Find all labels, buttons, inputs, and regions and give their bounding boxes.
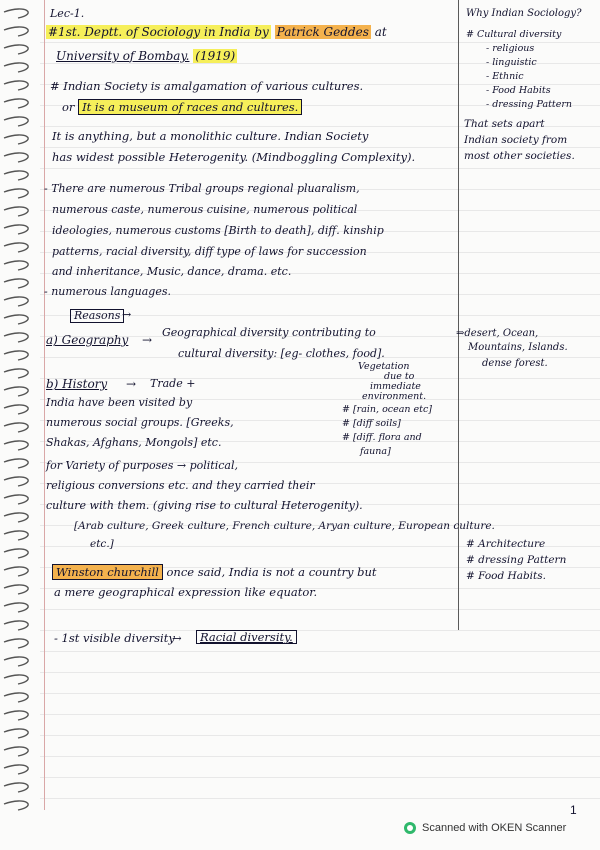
geography-line-2: cultural diversity: [eg- clothes, food]. bbox=[178, 347, 385, 360]
racial-diversity-box: Racial diversity. bbox=[196, 630, 297, 644]
churchill-line-2: a mere geographical expression like equator. bbox=[54, 585, 318, 599]
environment: environment. bbox=[362, 391, 427, 402]
year-1919: (1919) bbox=[195, 49, 236, 63]
sidebar-linguistic: - linguistic bbox=[486, 57, 537, 68]
spiral-ring bbox=[4, 801, 28, 810]
hash-dressing: # dressing Pattern bbox=[466, 554, 567, 566]
spiral-ring bbox=[4, 387, 28, 396]
hl-1st: #1st. Deptt. of Sociology in India by bbox=[48, 25, 269, 39]
hash-food: # Food Habits. bbox=[466, 570, 546, 582]
history-line-9: etc.] bbox=[90, 538, 114, 550]
history-arrow: → bbox=[126, 377, 137, 391]
spiral-ring bbox=[4, 585, 28, 594]
env-4: fauna] bbox=[360, 446, 391, 457]
note-at: at bbox=[374, 25, 387, 39]
note-line-9: ideologies, numerous customs [Birth to death], diff. kinship bbox=[52, 224, 384, 237]
margin-line bbox=[44, 0, 45, 810]
sidebar-indian-society: Indian society from bbox=[464, 134, 568, 146]
note-line-6: has widest possible Heterogenity. (Mindboggling Complexity). bbox=[52, 150, 416, 164]
spiral-ring bbox=[4, 9, 28, 18]
sidebar-religious: - religious bbox=[486, 43, 535, 54]
geography-line-1: Geographical diversity contributing to bbox=[162, 326, 376, 339]
spiral-ring bbox=[4, 603, 28, 612]
sidebar-dressing: - dressing Pattern bbox=[486, 99, 573, 110]
reasons-box: Reasons bbox=[70, 309, 124, 323]
spiral-ring bbox=[4, 333, 28, 342]
churchill-line-1 bbox=[52, 566, 377, 578]
history-line-8: [Arab culture, Greek culture, French culture, Aryan culture, European culture. bbox=[74, 520, 495, 532]
sidebar-sets-apart: That sets apart bbox=[464, 118, 545, 130]
spiral-ring bbox=[4, 639, 28, 648]
ruled-line bbox=[40, 378, 600, 379]
spiral-ring bbox=[4, 405, 28, 414]
spiral-ring bbox=[4, 297, 28, 306]
spiral-ring bbox=[4, 657, 28, 666]
spiral-ring bbox=[4, 189, 28, 198]
sidebar-food: - Food Habits bbox=[486, 85, 551, 96]
env-1: # [rain, ocean etc] bbox=[342, 404, 433, 415]
note-line-12: - numerous languages. bbox=[44, 285, 171, 298]
note-line-4 bbox=[62, 101, 302, 113]
spiral-ring bbox=[4, 531, 28, 540]
note-line-8: numerous caste, numerous cuisine, numerous political bbox=[52, 203, 358, 216]
spiral-ring bbox=[4, 63, 28, 72]
env-3: # [diff. flora and bbox=[342, 432, 422, 443]
geo-note-2: Mountains, Islands. bbox=[468, 342, 568, 353]
note-or: or bbox=[62, 100, 75, 114]
lecture-number: Lec-1. bbox=[50, 7, 85, 20]
patrick-geddes: Patrick Geddes bbox=[276, 25, 369, 39]
ruled-line bbox=[40, 756, 600, 757]
spiral-ring bbox=[4, 495, 28, 504]
history-line-2: India have been visited by bbox=[46, 396, 193, 409]
spiral-ring bbox=[4, 441, 28, 450]
note-line-3: # Indian Society is amalgamation of various cultures. bbox=[50, 79, 364, 93]
scanner-text: Scanned with OKEN Scanner bbox=[422, 822, 567, 834]
note-line-2 bbox=[56, 50, 237, 62]
ruled-line bbox=[40, 147, 600, 148]
history-line-3: numerous social groups. [Greeks, bbox=[46, 416, 234, 429]
spiral-ring bbox=[4, 117, 28, 126]
env-2: # [diff soils] bbox=[342, 418, 401, 429]
spiral-ring bbox=[4, 693, 28, 702]
page-number: 1 bbox=[570, 803, 577, 817]
vegetation: Vegetation bbox=[358, 361, 410, 372]
spiral-ring bbox=[4, 765, 28, 774]
ruled-line bbox=[40, 798, 600, 799]
spiral-ring bbox=[4, 477, 28, 486]
note-line-11: and inheritance, Music, dance, drama. etc. bbox=[52, 265, 292, 278]
spiral-ring bbox=[4, 153, 28, 162]
geography-heading: a) Geography bbox=[46, 333, 129, 347]
spiral-ring bbox=[4, 513, 28, 522]
spiral-ring bbox=[4, 423, 28, 432]
sidebar-title: Why Indian Sociology? bbox=[466, 8, 582, 19]
university-bombay: University of Bombay. bbox=[56, 49, 190, 63]
ruled-line bbox=[40, 714, 600, 715]
museum-of-races: It is a museum of races and cultures. bbox=[78, 99, 302, 115]
spiral-ring bbox=[4, 351, 28, 360]
history-line-7: culture with them. (giving rise to cultural Heterogenity). bbox=[46, 499, 363, 512]
churchill-quote-1: once said, India is not a country but bbox=[166, 565, 377, 579]
spiral-ring bbox=[4, 99, 28, 108]
spiral-ring bbox=[4, 621, 28, 630]
spiral-ring bbox=[4, 549, 28, 558]
ruled-line bbox=[40, 609, 600, 610]
ruled-line bbox=[40, 693, 600, 694]
sidebar-other-societies: most other societies. bbox=[464, 150, 575, 162]
spiral-ring bbox=[4, 45, 28, 54]
winston-churchill: Winston churchill bbox=[52, 564, 163, 580]
note-line-10: patterns, racial diversity, diff type of laws for succession bbox=[52, 245, 367, 258]
note-line-5: It is anything, but a monolithic culture. Indian Society bbox=[52, 129, 369, 143]
sidebar-ethnic: - Ethnic bbox=[486, 71, 524, 82]
note-line-7: - There are numerous Tribal groups regional pluaralism, bbox=[44, 182, 360, 195]
spiral-ring bbox=[4, 171, 28, 180]
spiral-ring bbox=[4, 27, 28, 36]
history-heading: b) History bbox=[46, 377, 108, 391]
history-line-6: religious conversions etc. and they carried their bbox=[46, 479, 315, 492]
spiral-ring bbox=[4, 279, 28, 288]
ruled-line bbox=[40, 672, 600, 673]
spiral-ring bbox=[4, 369, 28, 378]
diversity-arrow: → bbox=[172, 631, 182, 645]
geo-note-3: dense forest. bbox=[482, 358, 548, 369]
spiral-ring bbox=[4, 81, 28, 90]
geo-note-1: ⇒desert, Ocean, bbox=[456, 328, 539, 339]
spiral-ring bbox=[4, 261, 28, 270]
scanner-logo-icon bbox=[404, 822, 416, 834]
ruled-line bbox=[40, 651, 600, 652]
ruled-line bbox=[40, 777, 600, 778]
spiral-ring bbox=[4, 783, 28, 792]
scanner-footer bbox=[404, 822, 566, 834]
immediate: immediate bbox=[370, 381, 421, 392]
spiral-ring bbox=[4, 711, 28, 720]
spiral-ring bbox=[4, 225, 28, 234]
spiral-binding bbox=[0, 0, 40, 820]
spiral-ring bbox=[4, 459, 28, 468]
spiral-ring bbox=[4, 567, 28, 576]
history-line-4: Shakas, Afghans, Mongols] etc. bbox=[46, 436, 222, 449]
history-line-5: for Variety of purposes → political, bbox=[46, 459, 238, 472]
column-divider bbox=[458, 0, 459, 630]
spiral-ring bbox=[4, 315, 28, 324]
ruled-line bbox=[40, 168, 600, 169]
history-trade: Trade + bbox=[150, 377, 196, 390]
due-to: due to bbox=[384, 371, 415, 382]
sidebar-cultural: # Cultural diversity bbox=[466, 29, 562, 40]
spiral-ring bbox=[4, 729, 28, 738]
ruled-line bbox=[40, 735, 600, 736]
visible-diversity: - 1st visible diversity bbox=[54, 631, 175, 645]
spiral-ring bbox=[4, 207, 28, 216]
geography-arrow: → bbox=[142, 333, 153, 347]
spiral-ring bbox=[4, 747, 28, 756]
spiral-ring bbox=[4, 135, 28, 144]
hash-architecture: # Architecture bbox=[466, 538, 546, 550]
note-line-1 bbox=[46, 26, 387, 38]
spiral-ring bbox=[4, 675, 28, 684]
reasons-arrow: → bbox=[122, 308, 132, 321]
spiral-ring bbox=[4, 243, 28, 252]
